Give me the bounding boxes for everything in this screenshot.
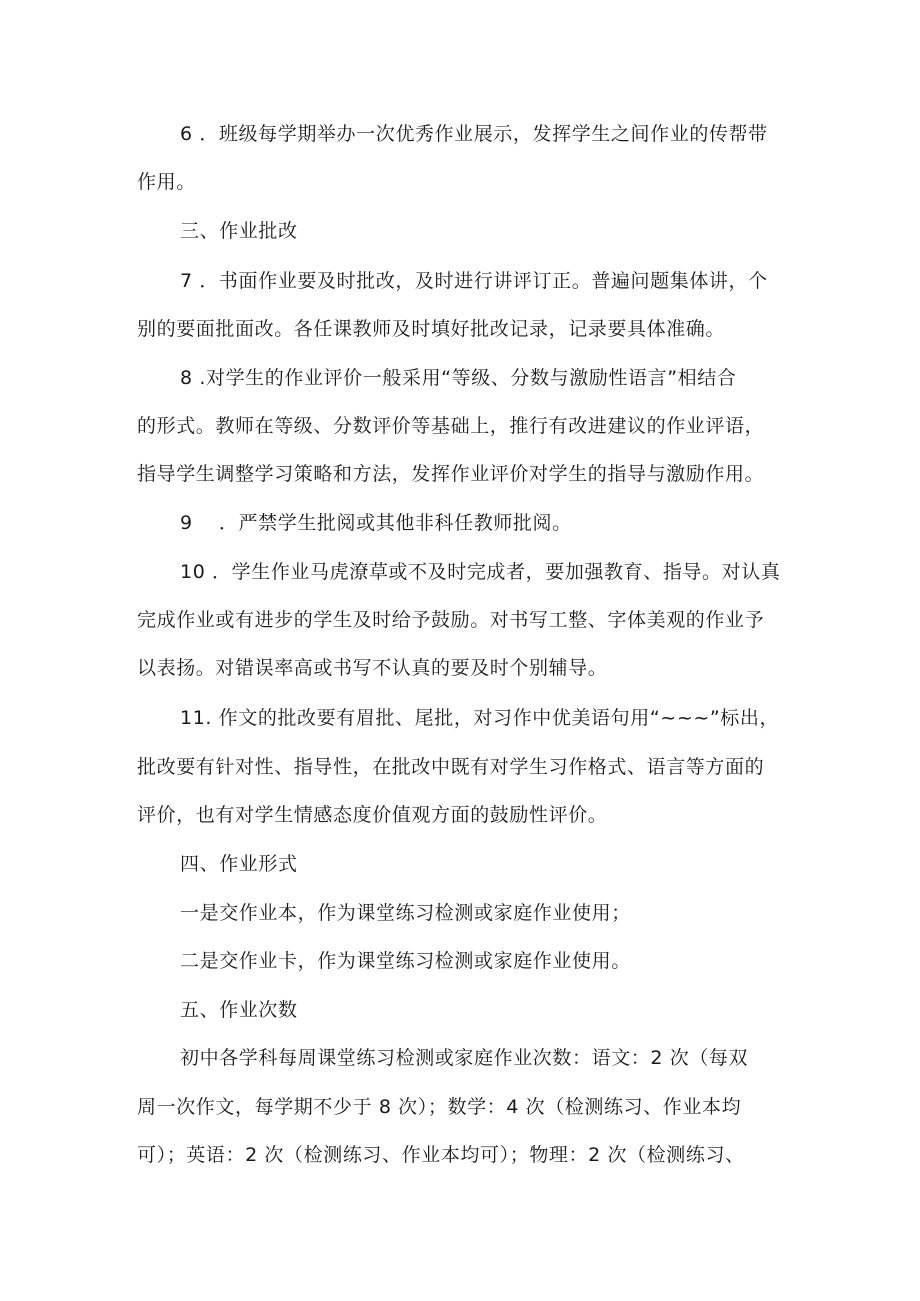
paragraph-line: 的形式。教师在等级、分数评价等基础上，推行有改进建议的作业评语， — [137, 415, 765, 437]
paragraph-line: 批改要有针对性、指导性，在批改中既有对学生习作格式、语言等方面的 — [137, 756, 765, 778]
paragraph-line: 作用。 — [137, 171, 196, 193]
paragraph-line: 完成作业或有进步的学生及时给予鼓励。对书写工整、字体美观的作业予 — [137, 609, 765, 631]
paragraph-line: 二是交作业卡，作为课堂练习检测或家庭作业使用。 — [180, 950, 631, 972]
section-heading: 三、作业批改 — [180, 220, 298, 242]
paragraph-line: 11. 作文的批改要有眉批、尾批，对习作中优美语句用“~~~”标出， — [180, 707, 780, 729]
paragraph-line: 9 ．严禁学生批阅或其他非科任教师批阅。 — [180, 512, 572, 534]
paragraph-line: 可）；英语：2 次（检测练习、作业本均可）；物理：2 次（检测练习、 — [137, 1144, 745, 1166]
paragraph-line: 初中各学科每周课堂练习检测或家庭作业次数：语文：2 次（每双 — [180, 1047, 749, 1069]
section-heading: 四、作业形式 — [180, 853, 298, 875]
paragraph-line: 以表扬。对错误率高或书写不认真的要及时个别辅导。 — [137, 657, 608, 679]
paragraph-line: 10 ．学生作业马虎潦草或不及时完成者，要加强教育、指导。对认真 — [180, 561, 781, 583]
paragraph-line: 8 .对学生的作业评价一般采用“等级、分数与激励性语言”相结合 — [180, 367, 737, 389]
paragraph-line: 评价，也有对学生情感态度价值观方面的鼓励性评价。 — [137, 804, 608, 826]
paragraph-line: 7 ．书面作业要及时批改，及时进行讲评订正。普遍问题集体讲，个 — [180, 270, 768, 292]
paragraph-line: 别的要面批面改。各任课教师及时填好批改记录，记录要具体准确。 — [137, 318, 726, 340]
section-heading: 五、作业次数 — [180, 999, 298, 1021]
paragraph-line: 周一次作文，每学期不少于 8 次）；数学：4 次（检测练习、作业本均 — [137, 1096, 742, 1118]
paragraph-line: 指导学生调整学习策略和方法，发挥作业评价对学生的指导与激励作用。 — [137, 463, 765, 485]
paragraph-line: 一是交作业本，作为课堂练习检测或家庭作业使用； — [180, 902, 631, 924]
paragraph-line: 6 ．班级每学期举办一次优秀作业展示，发挥学生之间作业的传帮带 — [180, 123, 768, 145]
